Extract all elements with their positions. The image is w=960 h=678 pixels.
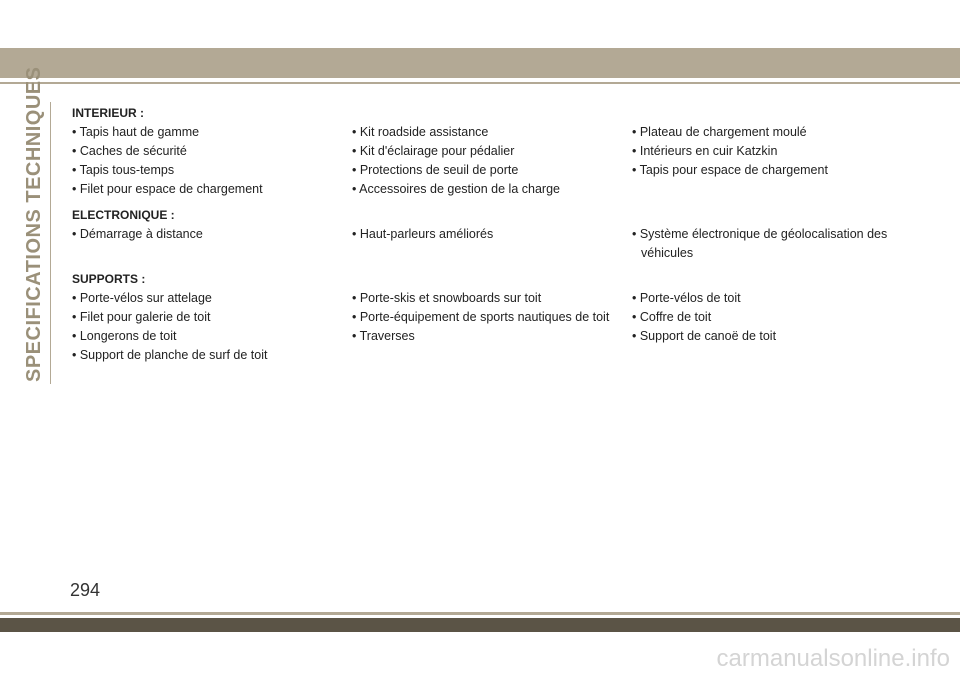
list-item: • Démarrage à distance: [72, 227, 203, 241]
list-item: • Intérieurs en cuir Katzkin: [632, 144, 778, 158]
footer-band: [0, 618, 960, 632]
list-row: [72, 225, 932, 263]
list-item: • Kit roadside assistance: [352, 125, 489, 139]
list-item: • Plateau de chargement moulé: [632, 125, 807, 139]
page-number: 294: [70, 580, 101, 600]
header-band: [0, 48, 960, 78]
list-row: [72, 327, 932, 346]
list-item: • Tapis haut de gamme: [72, 125, 200, 139]
section-title-supports: SUPPORTS :: [72, 272, 146, 286]
watermark-text: carmanualsonline.info: [716, 645, 950, 672]
list-row: [72, 142, 932, 161]
accessories-content: [72, 104, 932, 365]
list-item: • Coffre de toit: [632, 310, 712, 324]
list-item: • Kit d'éclairage pour pédalier: [352, 144, 515, 158]
list-row: [72, 289, 932, 308]
side-divider: [50, 102, 51, 384]
list-row: [72, 123, 932, 142]
list-item: • Porte-skis et snowboards sur toit: [352, 291, 542, 305]
list-row: [72, 346, 932, 365]
list-item: • Haut-parleurs améliorés: [352, 227, 494, 241]
list-row: [72, 161, 932, 180]
list-item: • Longerons de toit: [72, 329, 177, 343]
list-item: • Traverses: [352, 329, 415, 343]
list-item: • Porte-vélos de toit: [632, 291, 741, 305]
list-item: • Tapis tous-temps: [72, 163, 175, 177]
header-rule: [0, 82, 960, 84]
list-item: • Porte-vélos sur attelage: [72, 291, 212, 305]
side-section-title: SPECIFICATIONS TECHNIQUES: [23, 66, 45, 382]
list-item: • Tapis pour espace de chargement: [632, 163, 828, 177]
list-item: • Protections de seuil de porte: [352, 163, 519, 177]
list-item: • Support de planche de surf de toit: [72, 348, 268, 362]
list-item: • Accessoires de gestion de la charge: [352, 182, 560, 196]
list-row: [72, 308, 932, 327]
section-title-electronique: ELECTRONIQUE :: [72, 208, 175, 222]
list-row: [72, 180, 932, 199]
list-item: • Porte-équipement de sports nautiques de toit: [352, 310, 610, 324]
list-item: • Filet pour espace de chargement: [72, 182, 263, 196]
list-item: • Système électronique de géolocalisation des véhicules: [632, 227, 888, 260]
section-title-interieur: INTERIEUR :: [72, 106, 144, 120]
list-item: [632, 180, 932, 199]
footer-rule: [0, 612, 960, 615]
list-item: • Filet pour galerie de toit: [72, 310, 211, 324]
list-item: [352, 346, 632, 365]
list-item: • Caches de sécurité: [72, 144, 187, 158]
list-item: • Support de canoë de toit: [632, 329, 777, 343]
list-item: [632, 346, 932, 365]
